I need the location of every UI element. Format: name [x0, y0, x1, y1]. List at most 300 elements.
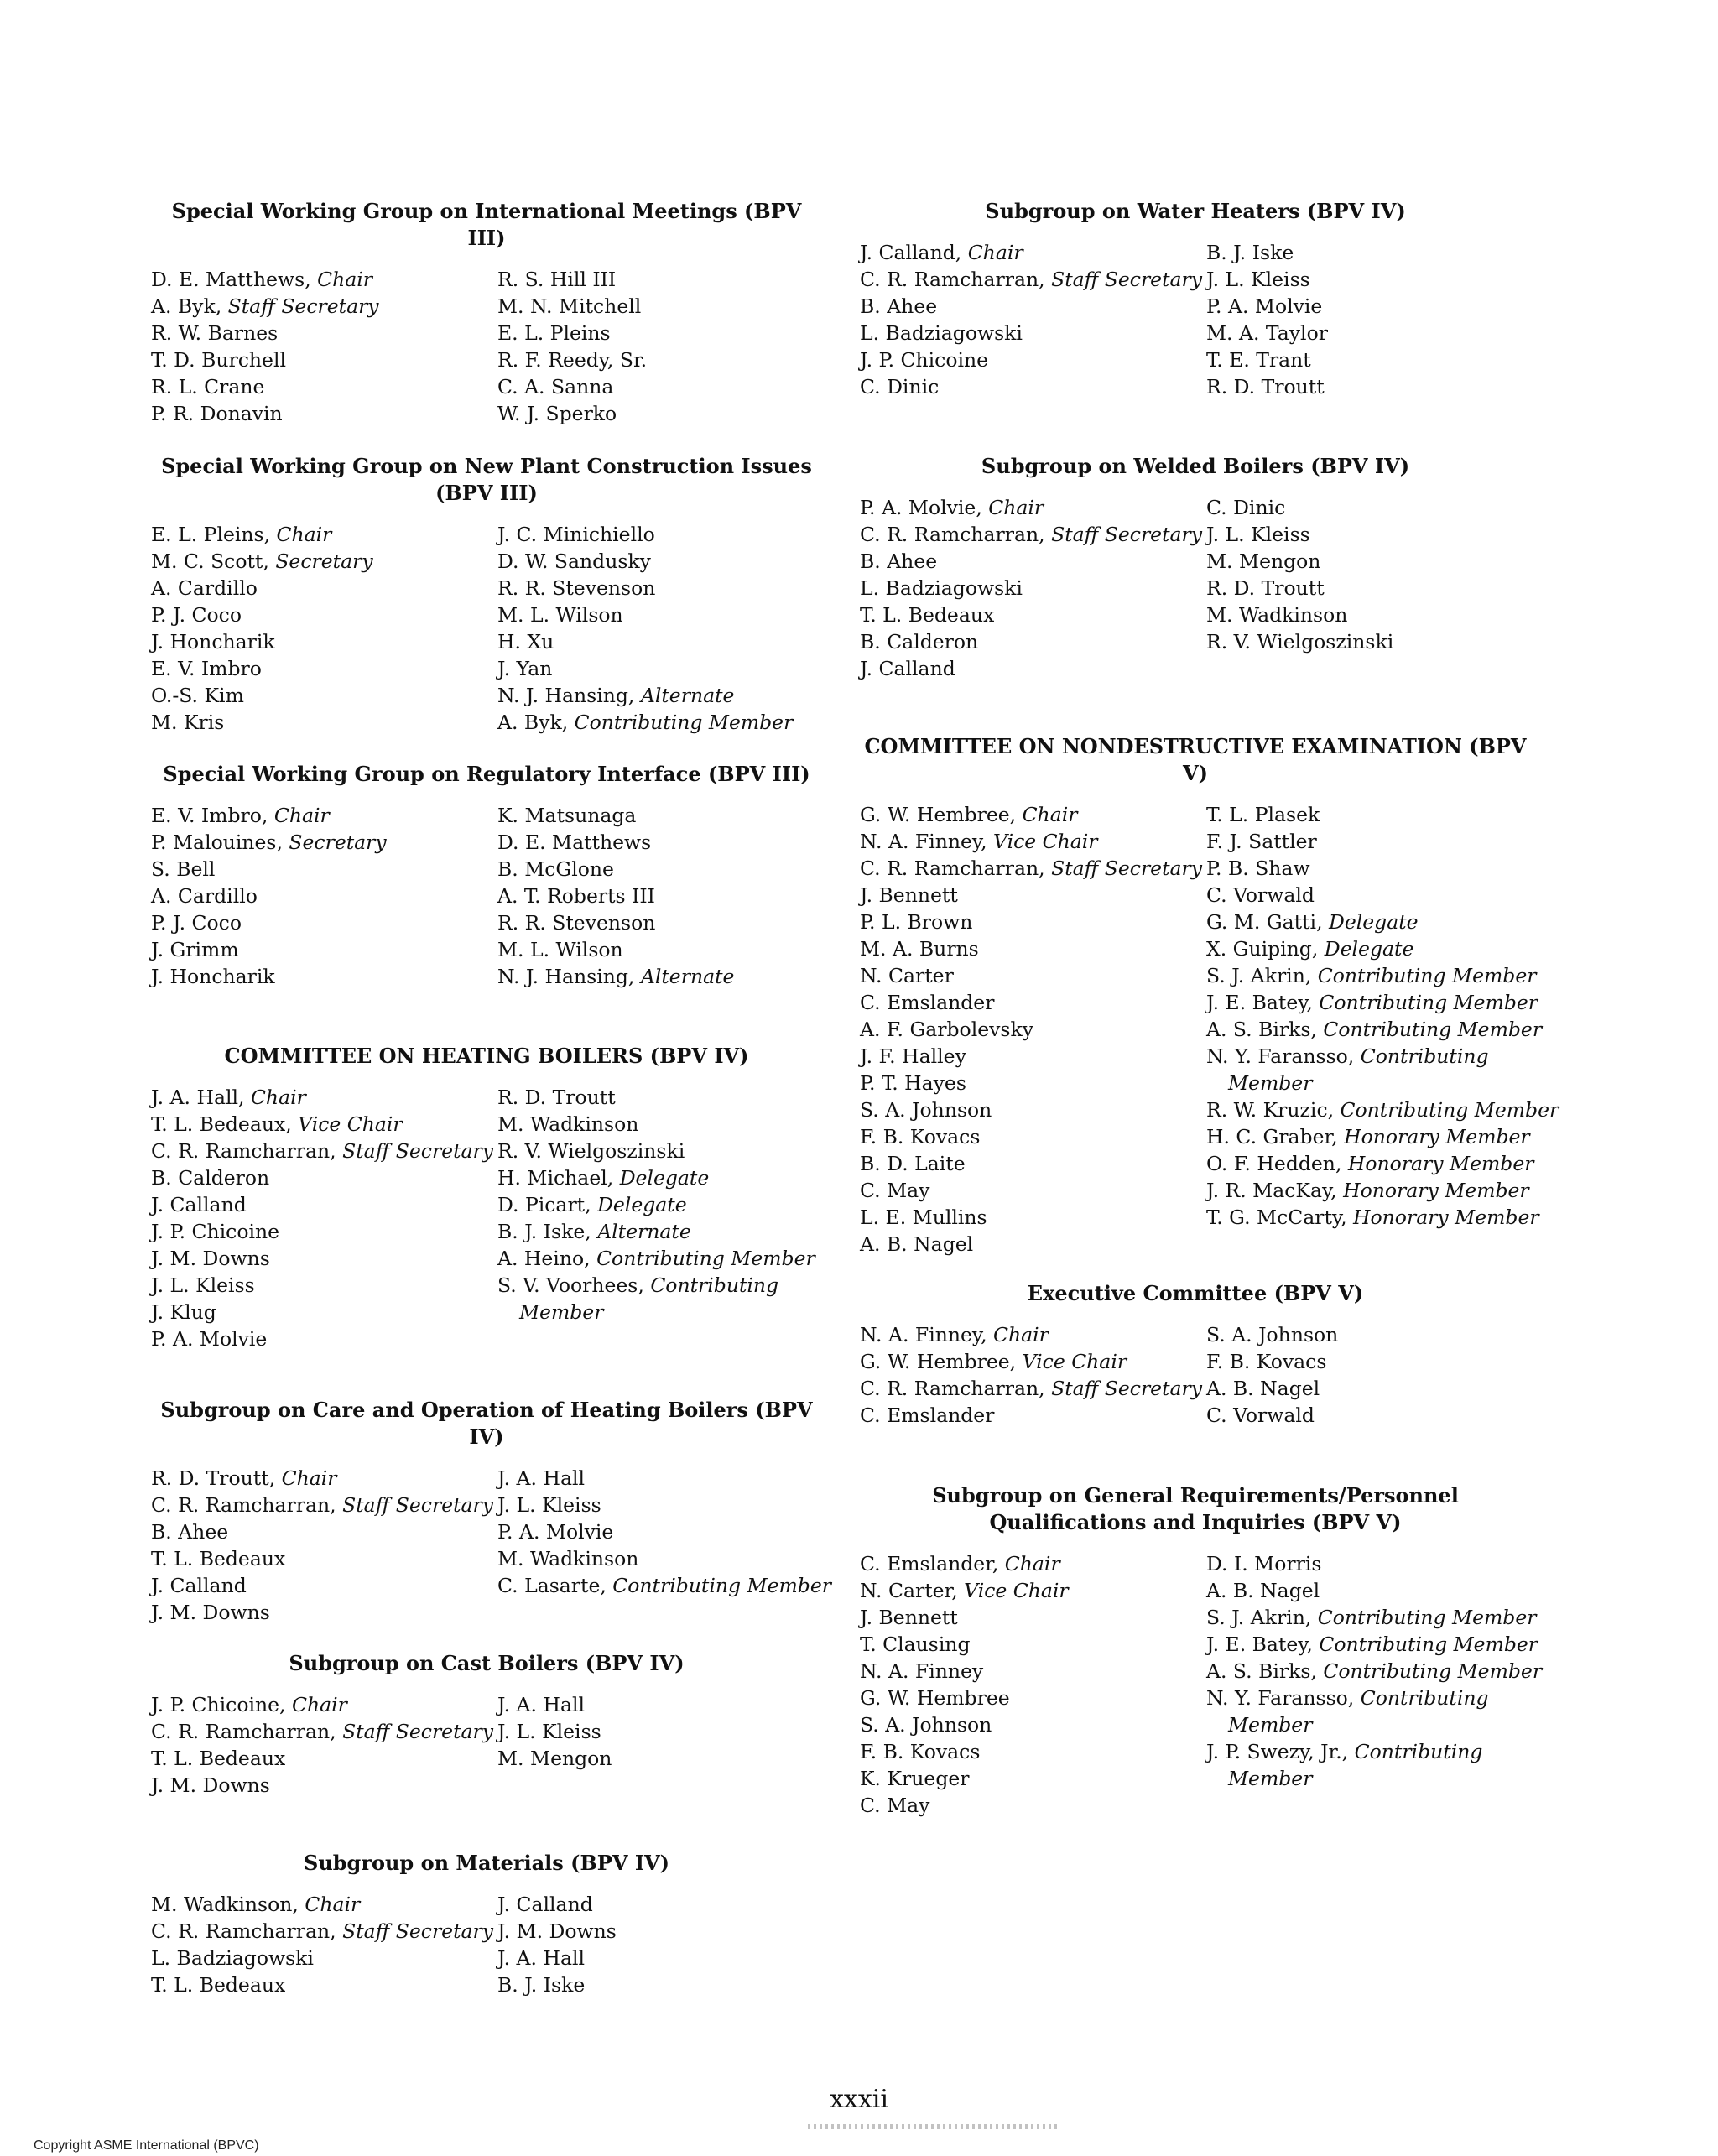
member-entry [860, 1792, 1206, 1819]
member-name: C. R. Ramcharran, [860, 523, 1052, 546]
member-entry [1206, 320, 1531, 346]
member-entry [860, 1070, 1206, 1096]
member-entry [151, 1325, 497, 1352]
member-name: P. J. Coco [151, 603, 242, 627]
member-name: J. F. Halley [860, 1044, 966, 1068]
member-name: M. Kris [151, 711, 225, 734]
scan-noise-strip [808, 2124, 1059, 2129]
member-name: J. L. Kleiss [497, 1720, 601, 1743]
member-entry [860, 1204, 1206, 1231]
member-name: W. J. Sperko [497, 402, 617, 425]
member-name: E. L. Pleins, [151, 523, 277, 546]
member-name: J. Calland [151, 1193, 247, 1216]
member-name: J. M. Downs [151, 1773, 270, 1797]
member-entry [860, 346, 1206, 373]
member-name: C. Vorwald [1206, 1403, 1315, 1427]
member-name: T. G. McCarty, [1206, 1206, 1354, 1229]
member-entry [860, 293, 1206, 320]
member-name: R. S. Hill III [497, 268, 617, 291]
member-name: R. D. Troutt [1206, 576, 1325, 600]
member-name: J. Calland [497, 1893, 593, 1916]
member-name: P. A. Molvie [1206, 294, 1323, 318]
member-role: Staff Secretary [1051, 523, 1203, 546]
member-role: Contributing Member [1323, 1018, 1543, 1041]
member-name: M. Wadkinson [497, 1547, 639, 1570]
member-name: B. Ahee [860, 549, 938, 573]
member-name: R. D. Troutt, [151, 1466, 282, 1490]
member-entry [860, 1231, 1206, 1258]
member-name: N. A. Finney [860, 1659, 984, 1683]
member-name: C. Dinic [860, 375, 940, 398]
member-entry [1206, 882, 1531, 909]
member-role: Delegate [597, 1193, 687, 1216]
member-role: Chair [988, 496, 1044, 519]
section-title: COMMITTEE ON NONDESTRUCTIVE EXAMINATION (BPV V) [864, 734, 1527, 785]
member-name: T. E. Trant [1206, 348, 1311, 372]
member-entry [860, 1604, 1206, 1631]
member-entry [1206, 1348, 1531, 1375]
member-role: Delegate [619, 1166, 710, 1190]
member-name: S. A. Johnson [1206, 1323, 1339, 1346]
member-name: J. Yan [497, 657, 553, 680]
member-list [497, 266, 822, 427]
member-name: A. Heino, [497, 1247, 597, 1270]
member-role: Alternate [597, 1220, 691, 1243]
member-name: L. Badziagowski [151, 1946, 314, 1970]
member-entry [860, 1043, 1206, 1070]
member-entry [860, 1348, 1206, 1375]
member-entry [1206, 1604, 1537, 1631]
section-title: Special Working Group on Regulatory Interface (BPV III) [163, 762, 810, 786]
section-general-requirements [860, 1482, 1543, 1819]
section-title: Subgroup on Materials (BPV IV) [303, 1851, 670, 1875]
member-role: Chair [273, 804, 330, 827]
member-role: Alternate [640, 684, 735, 707]
member-name: M. C. Scott, [151, 549, 276, 573]
member-entry [860, 1123, 1206, 1150]
member-entry [497, 1691, 822, 1718]
member-role: Delegate [1324, 937, 1414, 961]
member-entry [860, 320, 1206, 346]
member-entry [860, 909, 1206, 935]
member-entry [1206, 989, 1538, 1016]
section-new-plant [151, 453, 822, 736]
member-name: M. A. Burns [860, 937, 979, 961]
member-entry [1206, 373, 1531, 400]
member-entry [497, 909, 822, 936]
member-name: P. R. Donavin [151, 402, 283, 425]
member-role: Alternate [640, 965, 735, 988]
member-entry [497, 1138, 822, 1164]
member-entry [497, 1272, 822, 1325]
member-role: Chair [317, 268, 373, 291]
section-heating-boilers [151, 1043, 822, 1352]
member-role: Vice Chair [1022, 1350, 1127, 1373]
member-name: J. Bennett [860, 1606, 958, 1629]
member-name: J. P. Chicoine [860, 348, 989, 372]
section-regulatory-interface [151, 761, 822, 990]
member-entry [1206, 1685, 1531, 1738]
member-list [151, 1465, 497, 1626]
member-name: A. Cardillo [151, 576, 258, 600]
member-name: C. Emslander [860, 991, 995, 1014]
member-entry [860, 1577, 1206, 1604]
member-list [497, 1691, 822, 1799]
member-entry [151, 802, 497, 829]
member-name: J. Klug [151, 1300, 216, 1324]
member-name: F. B. Kovacs [1206, 1350, 1327, 1373]
member-name: B. Calderon [860, 630, 979, 654]
member-name: E. V. Imbro, [151, 804, 274, 827]
member-name: N. Y. Faransso, [1206, 1044, 1361, 1068]
member-name: S. J. Akrin, [1206, 964, 1318, 987]
member-name: C. Lasarte, [497, 1574, 613, 1597]
member-entry [1206, 1375, 1531, 1402]
member-entry [497, 1945, 822, 1971]
member-name: B. Calderon [151, 1166, 270, 1190]
member-entry [1206, 346, 1531, 373]
member-name: J. Calland, [860, 241, 968, 264]
member-entry [1206, 1738, 1531, 1792]
member-name: G. M. Gatti, [1206, 910, 1330, 934]
member-role: Staff Secretary [1051, 268, 1203, 291]
member-name: C. A. Sanna [497, 375, 614, 398]
member-name: D. W. Sandusky [497, 549, 651, 573]
member-entry [860, 855, 1206, 882]
member-name: M. L. Wilson [497, 938, 623, 961]
copyright-notice: Copyright ASME International (BPVC) [34, 2138, 259, 2153]
member-entry [1206, 962, 1537, 989]
member-entry [1206, 548, 1531, 575]
member-entry [497, 521, 822, 548]
member-entry [860, 1631, 1206, 1658]
member-entry [1206, 1016, 1543, 1043]
member-role: Chair [276, 523, 332, 546]
member-entry [151, 1111, 497, 1138]
member-role: Contributing Member [612, 1574, 831, 1597]
member-entry [151, 1572, 497, 1599]
member-name: E. L. Pleins [497, 321, 611, 345]
member-entry [497, 1492, 822, 1518]
section-title: Subgroup on Water Heaters (BPV IV) [985, 199, 1406, 223]
member-entry [151, 1272, 497, 1299]
member-entry [1206, 1123, 1531, 1150]
member-entry [1206, 521, 1531, 548]
member-entry [497, 1465, 822, 1492]
member-name: P. B. Shaw [1206, 857, 1310, 880]
member-name: A. Byk, [151, 294, 228, 318]
member-name: T. L. Bedeaux, [151, 1112, 299, 1136]
member-name: M. A. Taylor [1206, 321, 1328, 345]
member-name: J. A. Hall [497, 1466, 585, 1490]
member-name: C. Dinic [1206, 496, 1286, 519]
section-intl-meetings [151, 198, 822, 427]
member-entry [1206, 1150, 1534, 1177]
member-name: J. E. Batey, [1206, 1633, 1320, 1656]
member-entry [151, 655, 497, 682]
member-entry [151, 293, 497, 320]
member-name: H. Michael, [497, 1166, 620, 1190]
member-entry [497, 1218, 822, 1245]
member-role: Staff Secretary [1051, 1377, 1203, 1400]
member-name: P. L. Brown [860, 910, 973, 934]
section-title: Executive Committee (BPV V) [1027, 1281, 1364, 1305]
member-list [151, 521, 497, 736]
member-name: O. F. Hedden, [1206, 1152, 1348, 1175]
member-entry [151, 1245, 497, 1272]
member-name: J. Honcharik [151, 965, 275, 988]
member-name: R. W. Barnes [151, 321, 279, 345]
member-name: J. P. Chicoine, [151, 1693, 292, 1716]
member-entry [497, 628, 822, 655]
member-entry [151, 575, 497, 601]
member-entry [860, 1375, 1206, 1402]
member-list [151, 1691, 497, 1799]
member-entry [151, 1945, 497, 1971]
member-name: R. D. Troutt [497, 1086, 616, 1109]
member-entry [151, 628, 497, 655]
member-entry [151, 400, 497, 427]
member-role: Delegate [1329, 910, 1419, 934]
member-name: A. F. Garbolevsky [860, 1018, 1033, 1041]
member-role: Staff Secretary [342, 1720, 494, 1743]
member-name: M. Mengon [1206, 549, 1321, 573]
member-name: C. Emslander [860, 1403, 995, 1427]
member-name: J. Calland [860, 657, 955, 680]
member-name: J. L. Kleiss [1206, 268, 1310, 291]
member-entry [151, 1191, 497, 1218]
member-entry [497, 802, 822, 829]
member-entry [151, 963, 497, 990]
member-entry [860, 1550, 1206, 1577]
member-entry [151, 883, 497, 909]
section-welded-boilers [860, 453, 1531, 682]
member-entry [497, 1245, 822, 1272]
member-name: S. J. Akrin, [1206, 1606, 1318, 1629]
member-name: J. P. Swezy, Jr., [1206, 1740, 1355, 1763]
section-cast-boilers [151, 1650, 822, 1799]
member-entry [151, 682, 497, 709]
member-list [860, 494, 1206, 682]
member-entry [860, 828, 1206, 855]
member-name: M. N. Mitchell [497, 294, 642, 318]
section-title: Subgroup on Care and Operation of Heating Boilers (BPV IV) [160, 1398, 813, 1449]
member-entry [860, 882, 1206, 909]
member-entry [497, 575, 822, 601]
member-entry [1206, 1402, 1531, 1429]
member-entry [1206, 1204, 1539, 1231]
member-name: C. R. Ramcharran, [151, 1919, 343, 1943]
member-name: M. Wadkinson, [151, 1893, 305, 1916]
member-entry [151, 346, 497, 373]
member-entry [497, 1518, 822, 1545]
member-entry [1206, 828, 1531, 855]
member-role: Contributing Member [1228, 1740, 1483, 1790]
member-name: B. D. Laite [860, 1152, 966, 1175]
member-list [151, 1891, 497, 1998]
section-title: Subgroup on Welded Boilers (BPV IV) [981, 454, 1410, 478]
member-entry [151, 1599, 497, 1626]
member-name: T. Clausing [860, 1633, 971, 1656]
member-entry [860, 373, 1206, 400]
section-executive-committee [860, 1280, 1531, 1429]
section-title: COMMITTEE ON HEATING BOILERS (BPV IV) [224, 1044, 749, 1068]
member-entry [1206, 239, 1531, 266]
member-role: Secretary [275, 549, 373, 573]
member-name: P. Malouines, [151, 831, 289, 854]
member-entry [860, 628, 1206, 655]
member-name: L. Badziagowski [860, 321, 1023, 345]
member-name: N. J. Hansing, [497, 965, 641, 988]
member-entry [497, 936, 822, 963]
member-entry [151, 1518, 497, 1545]
member-name: N. Carter, [860, 1579, 965, 1602]
member-role: Honorary Member [1344, 1125, 1530, 1148]
member-entry [1206, 909, 1531, 935]
member-role: Staff Secretary [342, 1493, 494, 1517]
member-role: Contributing Member [1317, 964, 1537, 987]
member-entry [860, 801, 1206, 828]
member-name: B. J. Iske [497, 1973, 586, 1997]
section-materials [151, 1850, 822, 1998]
member-name: C. R. Ramcharran, [860, 1377, 1052, 1400]
member-entry [860, 1150, 1206, 1177]
member-name: M. Wadkinson [1206, 603, 1348, 627]
member-entry [151, 936, 497, 963]
member-entry [860, 1177, 1206, 1204]
member-name: R. L. Crane [151, 375, 265, 398]
member-entry [497, 1084, 822, 1111]
member-name: C. Vorwald [1206, 883, 1315, 907]
member-role: Staff Secretary [1051, 857, 1203, 880]
member-entry [860, 935, 1206, 962]
member-list [1206, 1321, 1531, 1429]
member-role: Contributing Member [574, 711, 794, 734]
member-entry [497, 548, 822, 575]
member-entry [497, 266, 822, 293]
member-role: Chair [281, 1466, 337, 1490]
member-name: C. R. Ramcharran, [151, 1493, 343, 1517]
member-entry [497, 709, 822, 736]
member-entry [151, 1691, 497, 1718]
member-entry [151, 709, 497, 736]
member-entry [860, 1658, 1206, 1685]
member-entry [1206, 628, 1531, 655]
member-role: Contributing Member [1319, 1633, 1538, 1656]
member-name: N. Carter [860, 964, 954, 987]
member-name: C. R. Ramcharran, [860, 857, 1052, 880]
member-list [1206, 1550, 1543, 1819]
member-name: M. Wadkinson [497, 1112, 639, 1136]
member-name: B. McGlone [497, 857, 614, 881]
member-list [860, 239, 1206, 400]
member-name: B. Ahee [151, 1520, 229, 1544]
member-name: J. M. Downs [497, 1919, 617, 1943]
member-entry [497, 883, 822, 909]
member-name: T. L. Bedeaux [860, 603, 995, 627]
member-name: J. M. Downs [151, 1601, 270, 1624]
member-name: P. A. Molvie [151, 1327, 268, 1351]
member-role: Contributing Member [1228, 1686, 1489, 1737]
member-role: Chair [250, 1086, 306, 1109]
member-name: P. A. Molvie, [860, 496, 989, 519]
member-name: J. A. Hall [497, 1946, 585, 1970]
member-list [860, 1550, 1206, 1819]
member-name: A. T. Roberts III [497, 884, 655, 908]
member-role: Honorary Member [1347, 1152, 1534, 1175]
section-title: Subgroup on General Requirements/Personnel Qualifications and Inquiries (BPV V) [932, 1483, 1459, 1534]
member-name: R. D. Troutt [1206, 375, 1325, 398]
member-role: Chair [993, 1323, 1049, 1346]
member-role: Honorary Member [1343, 1179, 1529, 1202]
member-entry [497, 829, 822, 856]
member-role: Vice Chair [993, 830, 1098, 853]
member-name: J. Honcharik [151, 630, 275, 654]
member-entry [151, 1971, 497, 1998]
member-role: Contributing Member [1319, 991, 1538, 1014]
member-entry [1206, 1631, 1538, 1658]
member-entry [497, 1971, 822, 1998]
member-entry [1206, 601, 1531, 628]
page-number: xxxii [830, 2085, 888, 2114]
member-entry [497, 1545, 822, 1572]
member-name: R. W. Kruzic, [1206, 1098, 1341, 1122]
member-name: S. Bell [151, 857, 216, 881]
member-name: M. Mengon [497, 1747, 612, 1770]
member-list [1206, 239, 1531, 400]
member-name: R. R. Stevenson [497, 576, 656, 600]
member-entry [1206, 575, 1531, 601]
member-name: D. Picart, [497, 1193, 598, 1216]
member-name: B. Ahee [860, 294, 938, 318]
member-name: C. R. Ramcharran, [151, 1720, 343, 1743]
member-role: Chair [1004, 1552, 1060, 1575]
section-title: Special Working Group on New Plant Construction Issues (BPV III) [161, 454, 812, 505]
member-entry [860, 575, 1206, 601]
member-entry [860, 989, 1206, 1016]
member-name: B. J. Iske [1206, 241, 1294, 264]
member-name: C. May [860, 1794, 930, 1817]
member-name: D. I. Morris [1206, 1552, 1322, 1575]
member-name: J. E. Batey, [1206, 991, 1320, 1014]
member-name: J. Bennett [860, 883, 958, 907]
section-water-heaters [860, 198, 1531, 400]
member-entry [860, 962, 1206, 989]
member-name: A. B. Nagel [860, 1232, 974, 1256]
member-name: G. W. Hembree, [860, 803, 1023, 826]
member-name: N. A. Finney, [860, 830, 994, 853]
member-entry [860, 548, 1206, 575]
member-entry [1206, 935, 1531, 962]
member-role: Contributing Member [1317, 1606, 1537, 1629]
member-entry [1206, 1550, 1531, 1577]
member-entry [497, 373, 822, 400]
member-name: E. V. Imbro [151, 657, 262, 680]
member-entry [151, 1891, 497, 1918]
member-entry [497, 1572, 831, 1599]
member-name: R. R. Stevenson [497, 911, 656, 935]
member-role: Staff Secretary [342, 1919, 494, 1943]
member-entry [497, 293, 822, 320]
member-name: S. V. Voorhees, [497, 1273, 651, 1297]
member-entry [1206, 266, 1531, 293]
member-role: Chair [1022, 803, 1078, 826]
member-list [1206, 494, 1531, 682]
member-entry [497, 346, 822, 373]
member-entry [151, 601, 497, 628]
member-entry [860, 1016, 1206, 1043]
member-name: F. B. Kovacs [860, 1740, 981, 1763]
